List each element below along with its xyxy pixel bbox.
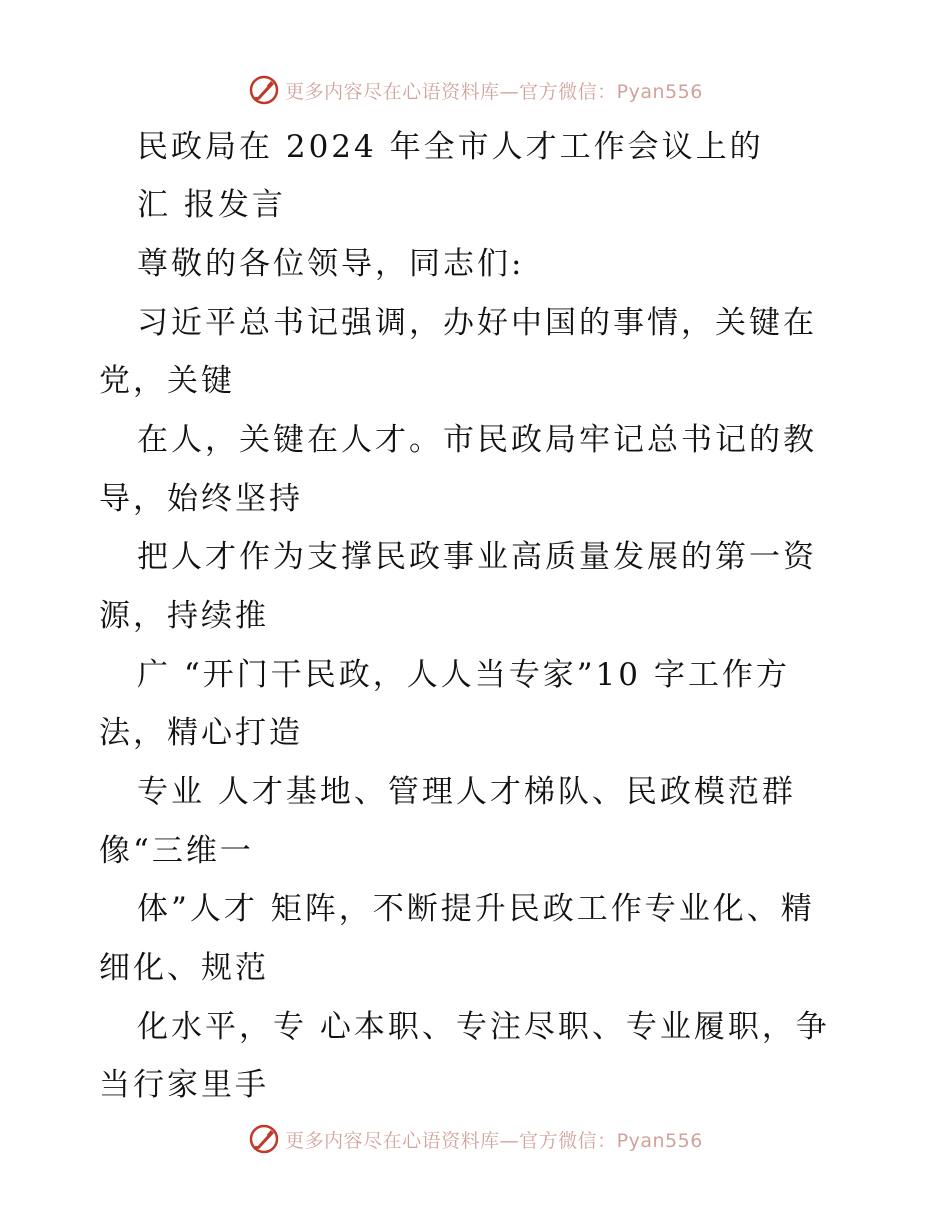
body-line: 党，关键: [99, 363, 235, 399]
body-line: 导，始终坚持: [99, 481, 303, 517]
body-line: 化水平，专 心本职、专注尽职、专业履职，争: [137, 1009, 830, 1045]
body-line: 广 “开门干民政，人人当专家”10 字工作方: [137, 657, 790, 693]
body-line: 专业 人才基地、管理人才梯队、民政模范群: [137, 774, 796, 810]
title-line-1: 民政局在 2024 年全市人才工作会议上的: [137, 129, 764, 165]
body-line: 法，精心打造: [99, 715, 303, 751]
title-line-2: 汇 报发言: [137, 187, 286, 223]
watermark-text: 更多内容尽在心语资料库—官方微信：Pyan556: [285, 80, 703, 103]
body-line: 细化、规范: [99, 950, 269, 986]
body-line: 在人，关键在人才。市民政局牢记总书记的教: [137, 422, 817, 458]
body-line: 把人才作为支撑民政事业高质量发展的第一资: [137, 539, 817, 575]
watermark-text: 更多内容尽在心语资料库—官方微信：Pyan556: [285, 1129, 703, 1152]
feather-pen-logo-icon: [247, 1122, 281, 1156]
body-line: 源，持续推: [99, 598, 269, 634]
body-line: 像“三维一: [99, 833, 254, 869]
body-line: 习近平总书记强调，办好中国的事情，关键在: [137, 305, 817, 341]
body-line: 体”人才 矩阵，不断提升民政工作专业化、精: [137, 891, 815, 927]
salutation: 尊敬的各位领导，同志们:: [137, 246, 525, 282]
body-line: 当行家里手: [99, 1067, 269, 1103]
watermark-footer: [0, 1119, 950, 1159]
